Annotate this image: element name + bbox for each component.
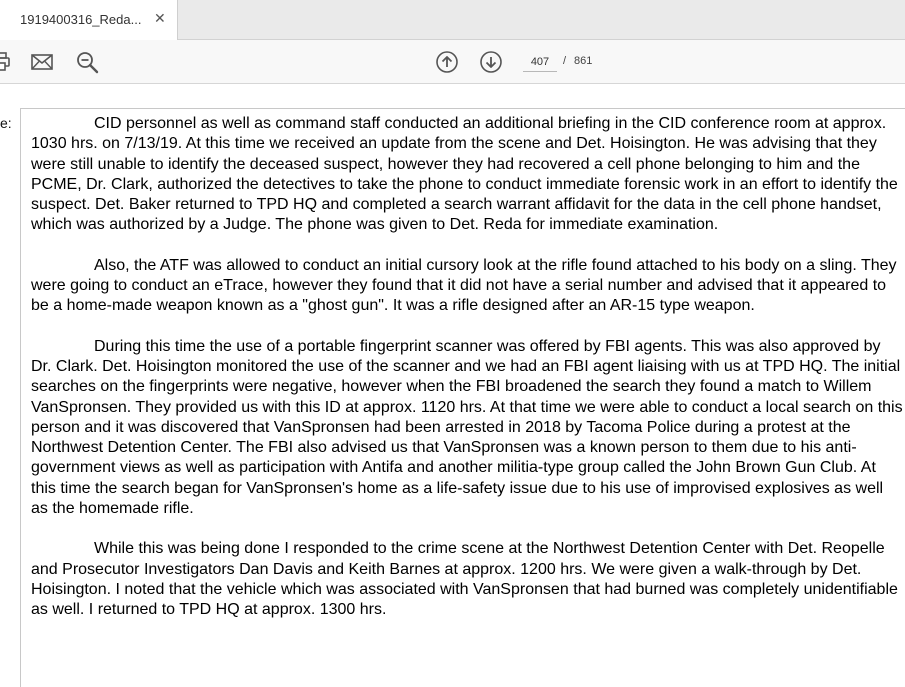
side-label: e: — [0, 115, 12, 131]
page-down-icon[interactable] — [479, 50, 503, 74]
tab-title[interactable]: 1919400316_Reda... — [20, 12, 142, 27]
document-viewer[interactable] — [0, 84, 905, 687]
page-up-icon[interactable] — [435, 50, 459, 74]
tab-bar — [0, 0, 905, 40]
document-tab[interactable] — [0, 0, 178, 40]
paragraph-4: While this was being done I responded to the crime scene at the Northwest Detention Center with Det. Reopelle and Prosecutor Investigators Dan Davis and Keith Barnes at approx. 1200 hrs. We were given a walk-through by Det. Hoisington. I noted that the vehicle which was associated with VanSpronsen that had burned was completely unidentifiable as well. I returned to TPD HQ at approx. 1300 hrs. — [31, 540, 898, 618]
toolbar — [0, 40, 905, 84]
page-text — [31, 114, 903, 641]
paragraph-3: During this time the use of a portable fingerprint scanner was offered by FBI agents. This was also approved by Dr. Clark. Det. Hoisington monitored the use of the scanner and we had an FBI agent liaising with us at TPD HQ. The initial searches on the fingerprints were negative, however when the FBI broadened the search they found a match to Willem VanSpronsen. They provided us with this ID at approx. 1120 hrs. At that time we were able to conduct a local search on this person and it was discovered that VanSpronsen had been arrested in 2018 by Tacoma Police during a protest at the Northwest Detention Center. The FBI also advised us that VanSpronsen was a known person to them due to his anti-government views as well as participation with Antifa and another militia-type group called the John Brown Gun Club. At this time the search began for VanSpronsen's home as a life-safety issue due to his use of improvised explosives as well as the homemade rifle. — [31, 337, 903, 517]
paragraph-2: Also, the ATF was allowed to conduct an initial cursory look at the rifle found attached to his body on a sling. They were going to conduct an eTrace, however they found that it did not have a serial number and advised that it appeared to be a home-made weapon known as a "ghost gun". It was a rifle designed after an AR-15 type weapon. — [31, 256, 897, 315]
print-icon[interactable] — [0, 50, 12, 74]
zoom-out-icon[interactable] — [75, 50, 99, 74]
page-total: 861 — [574, 55, 593, 67]
page-border-top — [20, 108, 905, 109]
page-border-left — [20, 108, 21, 687]
paragraph-1: CID personnel as well as command staff conducted an additional briefing in the CID conference room at approx. 1030 hrs. on 7/13/19. At this time we received an update from the scene and Det. Hoisington. He was advising that they were still unable to identify the deceased suspect, however they had recovered a cell phone belonging to him and the PCME, Dr. Clark, authorized the detectives to take the phone to conduct immediate forensic work in an effort to identify the suspect. Det. Baker returned to TPD HQ and completed a search warrant affidavit for the data in the cell phone handset, which was authorized by a Judge. The phone was given to Det. Reda for immediate examination. — [31, 115, 898, 234]
page-number-input[interactable] — [523, 52, 557, 72]
close-icon[interactable]: ✕ — [154, 10, 166, 26]
page-separator: / — [563, 55, 567, 67]
mail-icon[interactable] — [30, 50, 54, 74]
